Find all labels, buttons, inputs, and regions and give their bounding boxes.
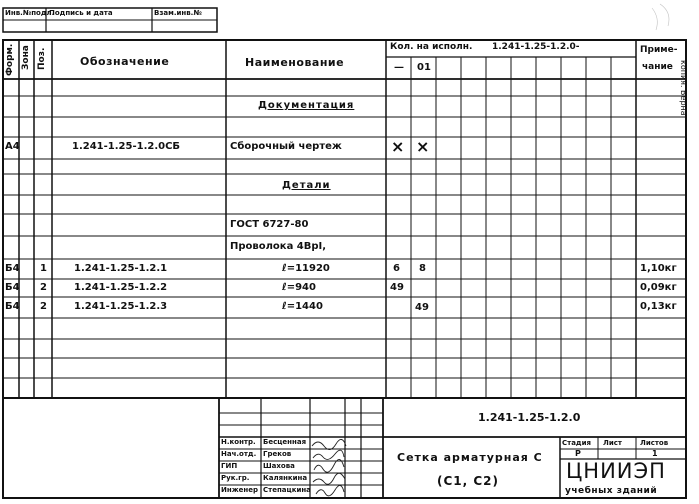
row-gost: ГОСТ 6727-80 [230, 219, 309, 230]
sig-name-4: Калянкина [263, 474, 308, 482]
section-documentation: Документация [258, 100, 355, 111]
stamp-vzam-inv: Взам.инв.№ [154, 9, 202, 17]
header-naimenovanie: Наименование [245, 56, 345, 69]
part-3-poz: 2 [40, 301, 47, 312]
part-3-name: ℓ=1440 [282, 301, 323, 312]
part-1-format: Б4 [5, 263, 20, 274]
part-2-oboz: 1.241-1.25-1.2.2 [74, 282, 168, 293]
part-1-q2: 8 [419, 263, 426, 274]
sig-role-3: ГИП [221, 462, 238, 470]
row-assembly-format: А4 [5, 141, 20, 152]
sig-role-4: Рук.гр. [221, 474, 250, 482]
header-kol-dash: — [394, 62, 404, 73]
stamp-podpis-data: Подпись и дата [49, 9, 113, 17]
sig-role-1: Н.контр. [221, 438, 256, 446]
part-3-format: Б4 [5, 301, 20, 312]
row-assembly-mark-2: × [416, 137, 430, 156]
sig-name-3: Шахова [263, 462, 295, 470]
header-kol: Кол. на исполн. [390, 42, 473, 52]
title-doc-number: 1.241-1.25-1.2.0 [478, 411, 581, 424]
sig-role-5: Инженер [221, 486, 259, 494]
header-kol-doc: 1.241-1.25-1.2.0- [492, 42, 580, 52]
title-line-1: Сетка арматурная С [397, 451, 543, 464]
part-2-note: 0,09кг [640, 282, 677, 293]
part-1-oboz: 1.241-1.25-1.2.1 [74, 263, 168, 274]
part-2-poz: 2 [40, 282, 47, 293]
header-oboznachenie: Обозначение [80, 55, 170, 68]
part-3-oboz: 1.241-1.25-1.2.3 [74, 301, 168, 312]
part-2-q1: 49 [390, 282, 404, 293]
org-logo-text: ЦНИИЭП [566, 459, 666, 483]
row-wire: Проволока 4ВрⅠ, [230, 241, 327, 252]
header-kol-01: 01 [417, 62, 431, 73]
value-list: 1 [652, 449, 658, 458]
label-list: Лист [603, 439, 622, 447]
sig-name-5: Степацкина [263, 486, 311, 494]
part-2-format: Б4 [5, 282, 20, 293]
sig-role-2: Нач.отд. [221, 450, 257, 458]
header-zona: Зона [21, 45, 31, 70]
part-3-note: 0,13кг [640, 301, 677, 312]
part-3-q2: 49 [415, 302, 429, 313]
side-stamp-copy: копия. Верна [679, 60, 688, 116]
section-details: Детали [282, 180, 331, 191]
header-primechanie-1: Приме- [640, 45, 678, 55]
row-assembly-oboz: 1.241-1.25-1.2.0СБ [72, 141, 181, 152]
org-subtitle: учебных зданий [565, 486, 658, 496]
sig-name-1: Бесценная [263, 438, 307, 446]
label-listov: Листов [640, 439, 669, 447]
row-assembly-name: Сборочный чертеж [230, 141, 342, 152]
header-poz: Поз. [37, 47, 47, 70]
part-1-q1: 6 [393, 263, 400, 274]
part-1-poz: 1 [40, 263, 47, 274]
part-2-name: ℓ=940 [282, 282, 316, 293]
part-1-note: 1,10кг [640, 263, 677, 274]
sig-name-2: Греков [263, 450, 292, 458]
part-1-name: ℓ=11920 [282, 263, 330, 274]
stamp-inv-podl: Инв.№подл. [5, 9, 55, 17]
value-stadiya: Р [575, 449, 581, 458]
header-primechanie-2: чание [642, 62, 673, 72]
title-line-2: (С1, С2) [437, 474, 500, 488]
row-assembly-mark-1: × [391, 137, 405, 156]
header-format: Форм. [5, 43, 15, 76]
label-stadiya: Стадия [562, 439, 591, 447]
